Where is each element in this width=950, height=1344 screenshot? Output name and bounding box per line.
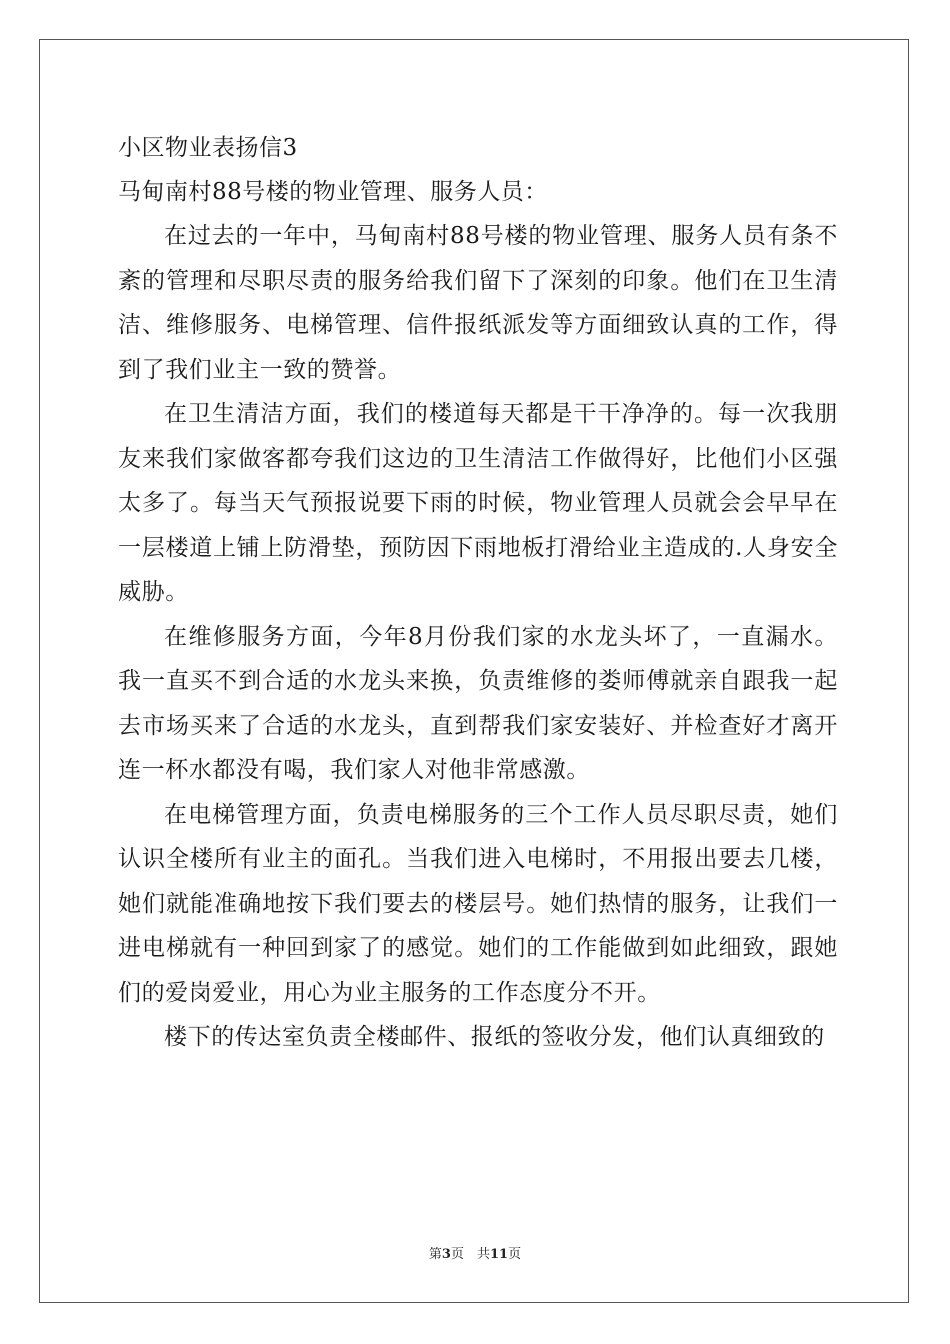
total-page-count: 11 — [489, 1247, 509, 1262]
paragraph-elevator: 在电梯管理方面，负责电梯服务的三个工作人员尽职尽责，她们认识全楼所有业主的面孔。当我们进入电梯时，不用报出要去几楼，她们就能准确地按下我们要去的楼层号。她们热情的服务，让我们一进电梯就有一种回到家了的感觉。她们的工作能做到如此细致，跟她们的爱岗爱业，用心为业主服务的工作态度分不开。 — [118, 801, 838, 1006]
document-body — [118, 126, 838, 1060]
paragraph-repair: 在维修服务方面，今年8月份我们家的水龙头坏了，一直漏水。我一直买不到合适的水龙头来换，负责维修的娄师傅就亲自跟我一起去市场买来了合适的水龙头，直到帮我们家安装好、并检查好才离开连一杯水都没有喝，我们家人对他非常感激。 — [118, 623, 838, 783]
page-number-footer — [0, 1246, 950, 1264]
paragraph-mailroom: 楼下的传达室负责全楼邮件、报纸的签收分发，他们认真细致的 — [164, 1024, 825, 1050]
paragraph-cleaning: 在卫生清洁方面，我们的楼道每天都是干干净净的。每一次我朋友来我们家做客都夸我们这边的卫生清洁工作做得好，比他们小区强太多了。每当天气预报说要下雨的时候，物业管理人员就会会早早在一层楼道上铺上防滑垫，预防因下雨地板打滑给业主造成的.人身安全威胁。 — [118, 401, 838, 605]
paragraph-intro: 在过去的一年中，马甸南村88号楼的物业管理、服务人员有条不紊的管理和尽职尽责的服务给我们留下了深刻的印象。他们在卫生清洁、维修服务、电梯管理、信件报纸派发等方面细致认真的工作，得到了我们业主一致的赞誉。 — [118, 223, 838, 383]
page-suffix: 页 — [508, 1247, 522, 1262]
page-middle-text: 页 共 — [450, 1247, 490, 1262]
document-title: 小区物业表扬信3 — [118, 135, 298, 161]
salutation: 马甸南村88号楼的物业管理、服务人员： — [118, 179, 548, 205]
page-prefix: 第 — [428, 1247, 442, 1262]
current-page-number: 3 — [441, 1247, 451, 1262]
